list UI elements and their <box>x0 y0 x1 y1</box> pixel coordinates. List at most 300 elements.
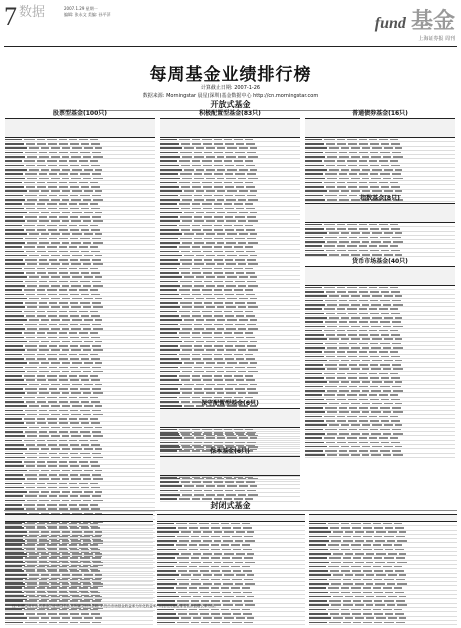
table-cell <box>202 268 212 270</box>
table-cell <box>305 424 327 426</box>
table-cell <box>192 375 200 377</box>
table-cell <box>69 397 77 399</box>
table-cell <box>191 562 201 564</box>
table-cell <box>211 523 220 525</box>
table-cell <box>247 345 256 347</box>
table-cell <box>24 139 35 141</box>
table-cell <box>5 225 22 227</box>
table-cell <box>326 442 335 444</box>
table-cell <box>359 442 369 444</box>
table-cell <box>330 549 339 551</box>
table-cell <box>355 617 364 619</box>
table-cell <box>37 182 45 184</box>
table-cell <box>305 364 323 366</box>
table-cell <box>5 422 24 424</box>
table-cell <box>305 368 325 370</box>
table-cell <box>225 229 234 231</box>
table-cell <box>83 371 91 373</box>
table-cell <box>339 386 348 388</box>
table-cell <box>81 422 89 424</box>
table-cell <box>305 160 322 162</box>
table-cell <box>70 229 79 231</box>
table-cell <box>366 540 374 542</box>
table-cell <box>37 461 45 463</box>
table-cell <box>372 190 382 192</box>
table-cell <box>37 203 45 205</box>
table-cell <box>337 139 345 141</box>
table-cell <box>345 596 353 598</box>
table-cell <box>39 199 49 201</box>
table-cell <box>160 306 180 308</box>
table-cell <box>341 424 349 426</box>
table-cell <box>160 485 182 487</box>
table-cell <box>359 407 368 409</box>
table-cell <box>362 381 370 383</box>
table-cell <box>341 609 349 611</box>
money-market-header <box>305 266 455 286</box>
table-cell <box>91 337 100 339</box>
table-cell <box>214 229 224 231</box>
table-cell <box>5 570 24 572</box>
table-cell <box>5 566 22 568</box>
table-cell <box>247 173 256 175</box>
table-cell <box>309 613 328 615</box>
table-cell <box>333 617 343 619</box>
table-cell <box>80 281 90 283</box>
table-cell <box>91 444 100 446</box>
table-cell <box>326 228 335 230</box>
table-cell <box>51 405 60 407</box>
table-cell <box>179 332 190 334</box>
table-cell <box>157 544 174 546</box>
table-cell <box>343 583 353 585</box>
table-cell <box>80 579 90 581</box>
table-cell <box>347 160 357 162</box>
table-cell <box>233 592 241 594</box>
table-cell <box>27 583 37 585</box>
table-cell <box>90 440 98 442</box>
table-cell <box>247 195 256 197</box>
table-cell <box>381 291 389 293</box>
table-cell <box>214 397 223 399</box>
table-cell <box>224 477 232 479</box>
table-cell <box>92 579 101 581</box>
table-cell <box>203 186 211 188</box>
table-cell <box>83 263 91 265</box>
table-cell <box>214 203 223 205</box>
table-cell <box>180 490 192 492</box>
table-cell <box>29 255 39 257</box>
table-cell <box>236 433 244 435</box>
table-cell <box>41 233 49 235</box>
table-cell <box>26 570 35 572</box>
table-cell <box>184 233 194 235</box>
table-cell <box>47 160 57 162</box>
table-cell <box>370 356 379 358</box>
table-cell <box>203 337 211 339</box>
table-cell <box>380 429 390 431</box>
table-cell <box>37 358 46 360</box>
table-cell <box>371 156 380 158</box>
table-cell <box>160 225 177 227</box>
table-cell <box>206 169 215 171</box>
table-cell <box>59 622 68 624</box>
table-cell <box>379 416 388 418</box>
table-cell <box>178 527 187 529</box>
table-cell <box>351 317 360 319</box>
table-cell <box>37 225 45 227</box>
table-cell <box>39 410 48 412</box>
table-cell <box>160 212 182 214</box>
table-cell <box>194 349 204 351</box>
table-cell <box>51 349 60 351</box>
deadline: 计算截止日期: 2007-1-26 <box>200 85 261 91</box>
table-cell <box>5 596 27 598</box>
table-cell <box>90 483 98 485</box>
table-cell <box>194 199 204 201</box>
table-cell <box>189 570 198 572</box>
table-cell <box>91 379 100 381</box>
table-cell <box>329 360 339 362</box>
table-cell <box>70 557 78 559</box>
table-cell <box>211 579 220 581</box>
table-cell <box>90 609 98 611</box>
table-cell <box>217 212 225 214</box>
table-cell <box>48 315 56 317</box>
conservative-fund-header <box>160 408 300 428</box>
table-cell <box>62 349 70 351</box>
table-cell <box>194 328 204 330</box>
table-cell <box>309 596 331 598</box>
table-cell <box>5 143 24 145</box>
table-cell <box>192 160 200 162</box>
table-cell <box>325 386 337 388</box>
table-cell <box>181 433 190 435</box>
table-cell <box>328 566 339 568</box>
table-cell <box>191 600 200 602</box>
table-cell <box>41 596 49 598</box>
table-cell <box>236 531 245 533</box>
table-cell <box>305 228 324 230</box>
table-cell <box>343 562 353 564</box>
table-cell <box>39 216 48 218</box>
table-cell <box>39 453 48 455</box>
table-cell <box>194 259 203 261</box>
table-cell <box>238 494 246 496</box>
table-cell <box>363 600 372 602</box>
table-cell <box>29 405 39 407</box>
table-cell <box>245 583 255 585</box>
table-cell <box>199 523 209 525</box>
table-cell <box>70 495 78 497</box>
table-cell <box>184 255 194 257</box>
table-cell <box>214 311 223 313</box>
table-cell <box>225 481 234 483</box>
table-cell <box>178 592 187 594</box>
table-cell <box>51 435 60 437</box>
table-cell <box>59 397 68 399</box>
index-fund-table <box>305 195 455 257</box>
table-cell <box>24 182 35 184</box>
table-cell <box>5 553 27 555</box>
table-cell <box>24 354 35 356</box>
table-cell <box>227 319 237 321</box>
table-cell <box>362 446 370 448</box>
table-cell <box>352 527 360 529</box>
table-cell <box>70 570 79 572</box>
table-cell <box>248 349 258 351</box>
table-cell <box>59 246 68 248</box>
table-cell <box>225 324 233 326</box>
table-cell <box>29 276 39 278</box>
guaranteed-fund-rows <box>160 476 300 502</box>
table-cell <box>5 613 24 615</box>
table-cell <box>24 246 35 248</box>
table-cell <box>37 401 46 403</box>
table-cell <box>37 570 46 572</box>
table-cell <box>180 345 192 347</box>
table-cell <box>305 232 327 234</box>
table-cell <box>189 587 197 589</box>
table-cell <box>5 156 25 158</box>
table-cell <box>5 448 27 450</box>
table-cell <box>359 224 368 226</box>
table-cell <box>84 233 93 235</box>
table-cell <box>250 341 258 343</box>
table-cell <box>62 233 70 235</box>
table-cell <box>5 302 23 304</box>
table-cell <box>29 233 39 235</box>
table-cell <box>246 251 255 253</box>
table-cell <box>201 557 209 559</box>
table-cell <box>305 420 324 422</box>
table-cell <box>189 544 197 546</box>
table-cell <box>353 600 361 602</box>
table-cell <box>93 540 103 542</box>
table-cell <box>95 255 103 257</box>
table-cell <box>62 470 70 472</box>
table-cell <box>345 553 353 555</box>
table-cell <box>48 401 56 403</box>
table-cell <box>160 147 182 149</box>
table-cell <box>234 289 243 291</box>
table-cell <box>211 549 221 551</box>
table-cell <box>192 182 200 184</box>
table-cell <box>48 422 56 424</box>
table-cell <box>348 228 356 230</box>
table-cell <box>93 371 103 373</box>
table-cell <box>211 570 221 572</box>
table-cell <box>80 173 90 175</box>
table-cell <box>362 147 370 149</box>
table-cell <box>235 442 245 444</box>
table-cell <box>393 326 403 328</box>
table-cell <box>235 388 245 390</box>
table-cell <box>69 375 77 377</box>
table-cell <box>182 263 192 265</box>
table-cell <box>247 596 255 598</box>
table-cell <box>81 592 89 594</box>
table-cell <box>330 613 339 615</box>
table-cell <box>92 388 101 390</box>
table-cell <box>27 457 37 459</box>
table-cell <box>337 224 345 226</box>
table-cell <box>91 208 100 210</box>
table-cell <box>201 600 209 602</box>
table-cell <box>305 390 325 392</box>
table-cell <box>49 195 57 197</box>
table-cell <box>248 494 258 496</box>
table-cell <box>383 304 391 306</box>
table-cell <box>160 139 177 141</box>
table-cell <box>201 622 209 624</box>
table-cell <box>62 341 70 343</box>
table-cell <box>202 332 212 334</box>
table-cell <box>359 420 369 422</box>
table-cell <box>92 367 101 369</box>
table-cell <box>83 435 91 437</box>
table-cell <box>160 263 180 265</box>
table-cell <box>91 143 100 145</box>
table-cell <box>5 531 27 533</box>
table-cell <box>305 416 322 418</box>
table-cell <box>348 143 356 145</box>
table-cell <box>192 332 200 334</box>
table-cell <box>396 600 405 602</box>
table-cell <box>222 592 231 594</box>
table-cell <box>194 220 204 222</box>
table-cell <box>194 238 203 240</box>
table-cell <box>5 487 24 489</box>
table-cell <box>5 397 22 399</box>
table-cell <box>203 583 212 585</box>
table-cell <box>305 334 324 336</box>
table-cell <box>59 294 69 296</box>
table-cell <box>362 232 370 234</box>
table-cell <box>217 437 225 439</box>
table-cell <box>62 596 70 598</box>
table-cell <box>390 139 398 141</box>
table-cell <box>62 405 70 407</box>
table-cell <box>37 422 46 424</box>
table-cell <box>214 477 223 479</box>
table-cell <box>362 169 370 171</box>
table-cell <box>238 371 246 373</box>
table-cell <box>204 281 212 283</box>
table-cell <box>383 411 391 413</box>
table-cell <box>330 570 339 572</box>
table-cell <box>345 574 353 576</box>
table-cell <box>214 165 224 167</box>
table-cell <box>29 169 39 171</box>
table-cell <box>95 405 103 407</box>
table-cell <box>79 332 88 334</box>
table-cell <box>232 579 242 581</box>
table-cell <box>5 483 22 485</box>
table-cell <box>160 494 180 496</box>
table-cell <box>214 195 223 197</box>
table-cell <box>225 490 233 492</box>
table-cell <box>5 220 25 222</box>
table-cell <box>305 143 324 145</box>
table-cell <box>49 281 57 283</box>
table-cell <box>25 302 37 304</box>
table-cell <box>51 156 60 158</box>
open-end-title: 开放式基金 <box>210 100 251 109</box>
table-cell <box>24 268 35 270</box>
table-cell <box>5 405 27 407</box>
table-cell <box>51 341 60 343</box>
table-cell <box>214 272 224 274</box>
table-cell <box>235 238 245 240</box>
table-cell <box>59 609 68 611</box>
table-cell <box>390 160 398 162</box>
table-cell <box>72 319 82 321</box>
table-cell <box>194 285 204 287</box>
allocation-fund-title: 积极配置型基金(83只) <box>199 110 261 117</box>
table-cell <box>211 566 220 568</box>
table-cell <box>62 531 70 533</box>
table-cell <box>393 454 403 456</box>
table-cell <box>366 617 374 619</box>
table-cell <box>59 523 68 525</box>
table-cell <box>5 281 23 283</box>
table-cell <box>37 208 46 210</box>
table-cell <box>370 420 379 422</box>
table-cell <box>93 263 103 265</box>
table-cell <box>83 349 91 351</box>
table-cell <box>26 229 35 231</box>
table-cell <box>59 315 69 317</box>
table-cell <box>333 531 343 533</box>
table-cell <box>374 600 382 602</box>
table-cell <box>37 251 46 253</box>
table-cell <box>243 570 252 572</box>
table-cell <box>359 373 368 375</box>
table-cell <box>331 562 341 564</box>
table-cell <box>347 437 357 439</box>
table-cell <box>351 587 361 589</box>
table-cell <box>371 178 380 180</box>
table-cell <box>324 373 335 375</box>
table-cell <box>242 544 250 546</box>
table-cell <box>305 411 325 413</box>
table-cell <box>199 544 209 546</box>
table-cell <box>393 411 403 413</box>
table-cell <box>234 160 243 162</box>
table-cell <box>391 356 400 358</box>
table-cell <box>372 147 382 149</box>
table-cell <box>248 178 258 180</box>
table-cell <box>231 587 240 589</box>
table-cell <box>51 169 60 171</box>
table-cell <box>247 617 255 619</box>
table-cell <box>341 190 349 192</box>
closed-fund-header-3 <box>309 514 457 522</box>
table-cell <box>69 203 77 205</box>
table-cell <box>62 491 70 493</box>
table-cell <box>80 495 90 497</box>
table-cell <box>246 379 255 381</box>
table-cell <box>225 302 233 304</box>
table-cell <box>362 338 370 340</box>
table-cell <box>395 232 403 234</box>
table-cell <box>51 276 60 278</box>
table-cell <box>370 186 379 188</box>
money-market-rows <box>305 286 455 458</box>
table-cell <box>204 238 212 240</box>
table-cell <box>48 358 56 360</box>
